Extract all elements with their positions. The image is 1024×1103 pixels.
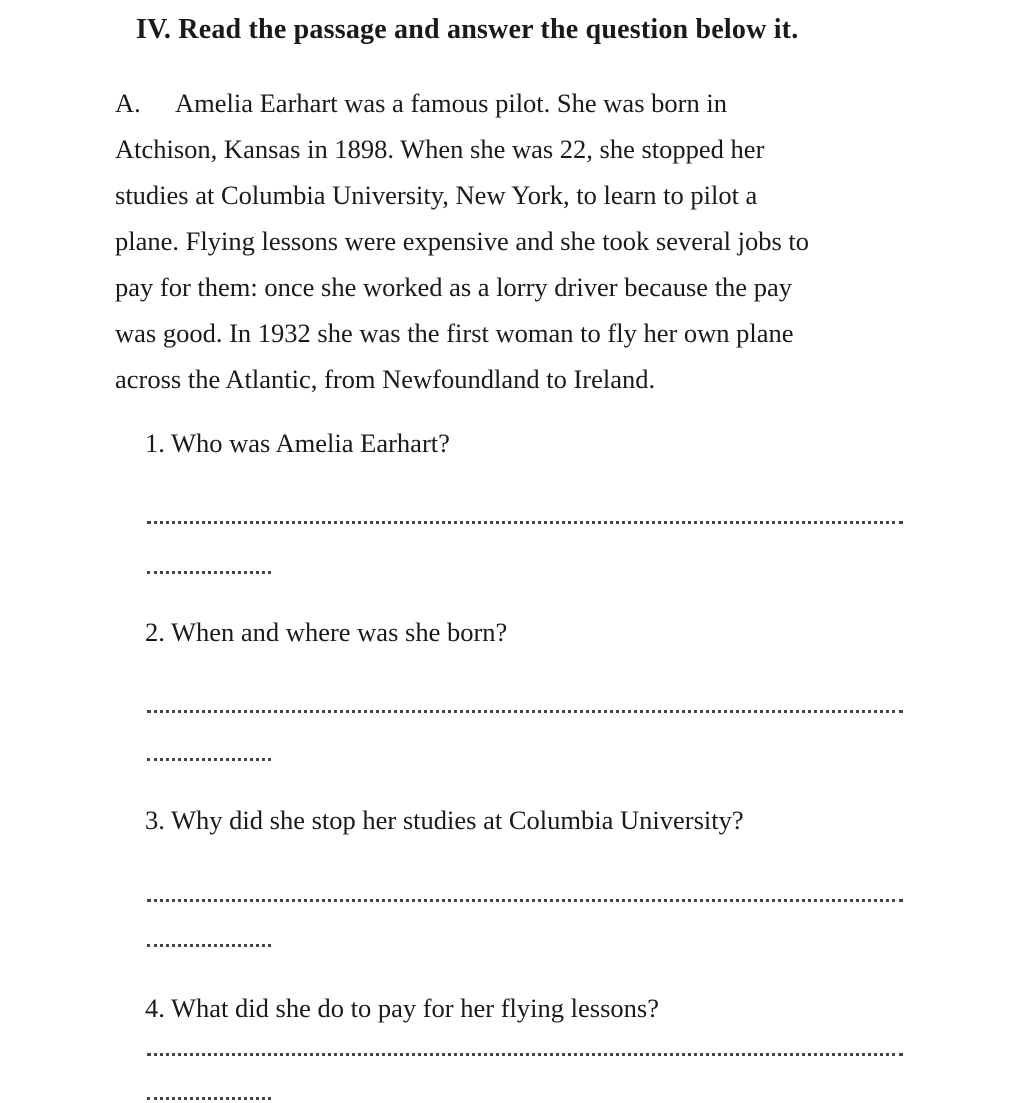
question-4: 4. What did she do to pay for her flying lessons?: [145, 993, 659, 1023]
passage-line: plane. Flying lessons were expensive and she took several jobs to: [115, 226, 810, 256]
answer-line-3b[interactable]: [147, 944, 271, 947]
section-heading: IV. Read the passage and answer the question below it.: [136, 14, 799, 45]
passage-line: pay for them: once she worked as a lorry driver because the pay: [115, 272, 792, 302]
question-2: 2. When and where was she born?: [145, 617, 508, 647]
passage-line: across the Atlantic, from Newfoundland to Ireland.: [115, 364, 656, 394]
reading-passage: [115, 80, 915, 402]
question-1: 1. Who was Amelia Earhart?: [145, 428, 450, 458]
answer-line-2a[interactable]: [147, 710, 903, 713]
answer-line-1a[interactable]: [147, 521, 903, 524]
passage-label: A.: [115, 88, 141, 118]
passage-line: was good. In 1932 she was the first woman to fly her own plane: [115, 318, 794, 348]
answer-line-1b[interactable]: [147, 571, 271, 574]
answer-line-4a[interactable]: [147, 1053, 903, 1056]
passage-line: [115, 80, 915, 126]
answer-line-4b[interactable]: [147, 1097, 271, 1100]
question-3: 3. Why did she stop her studies at Columbia University?: [145, 805, 744, 835]
passage-line: studies at Columbia University, New York, to learn to pilot a: [115, 180, 758, 210]
answer-line-3a[interactable]: [147, 899, 903, 902]
answer-line-2b[interactable]: [147, 758, 271, 761]
passage-line-text: Amelia Earhart was a famous pilot. She was born in: [175, 88, 727, 118]
passage-line: Atchison, Kansas in 1898. When she was 22, she stopped her: [115, 134, 765, 164]
